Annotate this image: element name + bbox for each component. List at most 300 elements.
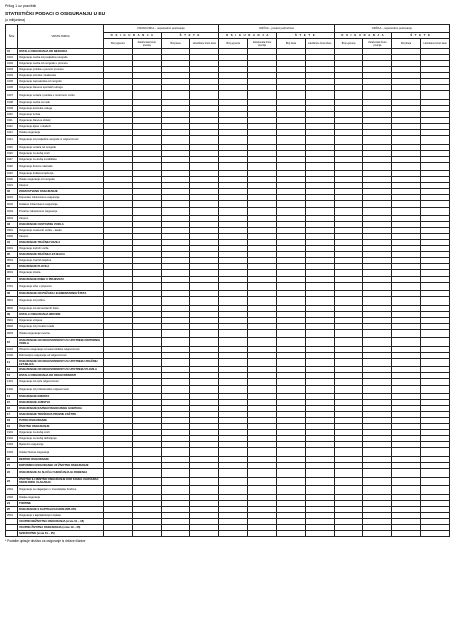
value-cell[interactable]: [248, 448, 277, 457]
row-label: OSIGURANJE TRAČNIH VOZILA: [18, 240, 104, 246]
table-row: [6, 329, 450, 338]
value-cell[interactable]: [132, 136, 161, 145]
value-cell[interactable]: [248, 91, 277, 100]
value-cell[interactable]: [305, 297, 334, 306]
value-cell[interactable]: [161, 358, 190, 367]
value-cell[interactable]: [219, 329, 248, 338]
value-cell[interactable]: [334, 530, 363, 536]
value-cell[interactable]: [305, 338, 334, 347]
row-code: 0102: [6, 61, 18, 67]
value-cell[interactable]: [334, 469, 363, 478]
row-label: Ukupno: [18, 234, 104, 240]
row-code: 1001: [6, 346, 18, 352]
value-cell[interactable]: [104, 91, 133, 100]
value-cell[interactable]: [421, 136, 450, 145]
row-code: 16: [6, 406, 18, 412]
value-cell[interactable]: [334, 329, 363, 338]
value-cell[interactable]: [276, 448, 305, 457]
value-cell[interactable]: [104, 297, 133, 306]
value-cell[interactable]: [219, 136, 248, 145]
value-cell[interactable]: [248, 385, 277, 394]
value-cell[interactable]: [132, 91, 161, 100]
table-row: [6, 469, 450, 478]
value-cell[interactable]: [219, 530, 248, 536]
value-cell[interactable]: [104, 329, 133, 338]
value-cell[interactable]: [363, 448, 392, 457]
value-cell[interactable]: [334, 91, 363, 100]
value-cell[interactable]: [132, 530, 161, 536]
value-cell[interactable]: [161, 136, 190, 145]
row-code: 0202: [6, 201, 18, 207]
value-cell[interactable]: [392, 530, 421, 536]
value-cell[interactable]: [276, 91, 305, 100]
value-cell[interactable]: [276, 486, 305, 495]
row-label: Osiguranje s kapitalizacijom isplate: [18, 512, 104, 518]
header-premium: Zaračunata bruto premija: [132, 39, 161, 49]
document-footnote: * Podatke upisuje društvo za osiguranje iz države članice: [5, 538, 86, 543]
value-cell[interactable]: [363, 162, 392, 171]
value-cell[interactable]: [161, 448, 190, 457]
value-cell[interactable]: [248, 477, 277, 486]
value-cell[interactable]: [104, 448, 133, 457]
row-code: 0103: [6, 67, 18, 73]
row-code: 09: [6, 311, 18, 317]
value-cell[interactable]: [421, 338, 450, 347]
row-label: Osiguranje osoba od posljedica nezgode: [18, 55, 104, 61]
value-cell[interactable]: [248, 207, 277, 216]
value-cell[interactable]: [334, 282, 363, 291]
value-cell[interactable]: [421, 162, 450, 171]
row-label: Osiguranje vozača i putnika u motornom vozilu: [18, 91, 104, 100]
row-code: 04: [6, 240, 18, 246]
row-label: Mješovito osiguranje: [18, 442, 104, 448]
row-label: Osiguranje od posljedica nezgode iz odgovornosti: [18, 136, 104, 145]
row-label: Osiguranje plovila: [18, 270, 104, 276]
value-cell[interactable]: [104, 282, 133, 291]
value-cell[interactable]: [363, 91, 392, 100]
header-claims: Š T E T E: [161, 33, 219, 39]
value-cell[interactable]: [334, 477, 363, 486]
value-cell[interactable]: [392, 486, 421, 495]
row-label: TONTINE: [18, 500, 104, 506]
row-code: 1902: [6, 436, 18, 442]
value-cell[interactable]: [305, 282, 334, 291]
value-cell[interactable]: [392, 448, 421, 457]
row-label: Osiguranje zračnih letjelica: [18, 258, 104, 264]
row-label: Osiguranje sa ulaganjem u investicijske fondove: [18, 486, 104, 495]
row-code: 0114: [6, 136, 18, 145]
row-label: Osiguranje za slučaj doživljenja: [18, 436, 104, 442]
row-label: Osiguranje turista: [18, 111, 104, 117]
value-cell[interactable]: [248, 486, 277, 495]
value-cell[interactable]: [161, 162, 190, 171]
value-cell[interactable]: [219, 91, 248, 100]
value-cell[interactable]: [305, 329, 334, 338]
value-cell[interactable]: [219, 448, 248, 457]
table-row: [6, 358, 450, 367]
row-code: 1903: [6, 442, 18, 448]
value-cell[interactable]: [392, 477, 421, 486]
header-premium: Zaračunata bruto premija: [248, 39, 277, 49]
document-unit: (u milijunima): [5, 17, 26, 22]
header-insurance: O S I G U R A N J A: [334, 33, 392, 39]
value-cell[interactable]: [219, 358, 248, 367]
row-code: 02: [6, 189, 18, 195]
row-label: ŽIVOTNO ILI RENTNO OSIGURANJE KOD KOJEG UGOVARAČ SNOSI RIZIK ULAGANJA: [18, 477, 104, 486]
value-cell[interactable]: [392, 282, 421, 291]
value-cell[interactable]: [276, 358, 305, 367]
row-code: 0117: [6, 156, 18, 162]
value-cell[interactable]: [276, 136, 305, 145]
value-cell[interactable]: [132, 297, 161, 306]
value-cell[interactable]: [305, 91, 334, 100]
value-cell[interactable]: [363, 530, 392, 536]
value-cell[interactable]: [421, 448, 450, 457]
value-cell[interactable]: [276, 530, 305, 536]
value-cell[interactable]: [392, 297, 421, 306]
value-cell[interactable]: [104, 486, 133, 495]
row-label: OSIGURANJE CESTOVNIH VOZILA: [18, 222, 104, 228]
row-label: Osiguranje osoba od nezgode u prometu: [18, 61, 104, 67]
row-code: 25: [6, 506, 18, 512]
row-code: 0204: [6, 216, 18, 222]
value-cell[interactable]: [190, 136, 219, 145]
value-cell[interactable]: [305, 448, 334, 457]
value-cell[interactable]: [305, 358, 334, 367]
value-cell[interactable]: [248, 338, 277, 347]
value-cell[interactable]: [104, 477, 133, 486]
row-code: 1904: [6, 448, 18, 457]
row-code: 2302: [6, 494, 18, 500]
value-cell[interactable]: [104, 207, 133, 216]
value-cell[interactable]: [161, 282, 190, 291]
value-cell[interactable]: [190, 297, 219, 306]
value-cell[interactable]: [161, 91, 190, 100]
value-cell[interactable]: [190, 338, 219, 347]
row-code: 0115: [6, 144, 18, 150]
table-row: [6, 448, 450, 457]
row-label: OSIGURANJE OD ODGOVORNOSTI ZA UPOTREBU ZRAČNIH LETJELICA: [18, 358, 104, 367]
header-claims-paid: Likvidirane bruto štete: [305, 39, 334, 49]
value-cell[interactable]: [363, 338, 392, 347]
row-label: Privatno zdravstveno osiguranje: [18, 207, 104, 216]
value-cell[interactable]: [248, 136, 277, 145]
value-cell[interactable]: [219, 477, 248, 486]
value-cell[interactable]: [392, 329, 421, 338]
row-label: OSIGURANJE JAMSTVA: [18, 400, 104, 406]
row-code: 0106: [6, 85, 18, 91]
row-label: OSIGURANJE OD POŽARA I ELEMENTARNIH ŠTETA: [18, 291, 104, 297]
row-code: 0120: [6, 177, 18, 183]
row-label: Osiguranje za slučaj invaliditeta: [18, 156, 104, 162]
row-label: Dopunsko zdravstveno osiguranje: [18, 195, 104, 201]
value-cell[interactable]: [276, 477, 305, 486]
value-cell[interactable]: [161, 338, 190, 347]
row-label: Osiguranje osoba na radu: [18, 99, 104, 105]
row-code: 08: [6, 291, 18, 297]
row-label: Dodatno zdravstveno osiguranje: [18, 201, 104, 207]
value-cell[interactable]: [161, 385, 190, 394]
value-cell[interactable]: [363, 469, 392, 478]
value-cell[interactable]: [305, 136, 334, 145]
value-cell[interactable]: [305, 162, 334, 171]
value-cell[interactable]: [219, 282, 248, 291]
row-code: 0109: [6, 105, 18, 111]
row-label: Ostala osiguranja imovine: [18, 329, 104, 338]
row-label: Osiguranje od elementarnih šteta: [18, 305, 104, 311]
row-code: 20: [6, 456, 18, 462]
row-label: Osiguranje troškova liječenja: [18, 171, 104, 177]
row-label: Osiguranje za slučaj smrti: [18, 430, 104, 436]
value-cell[interactable]: [161, 297, 190, 306]
header-insurance: O S I G U R A N J A: [104, 33, 162, 39]
value-cell[interactable]: [190, 477, 219, 486]
value-cell[interactable]: [219, 162, 248, 171]
value-cell[interactable]: [392, 358, 421, 367]
value-cell[interactable]: [392, 385, 421, 394]
row-label: Ostala osiguranja: [18, 494, 104, 500]
value-cell[interactable]: [421, 329, 450, 338]
table-row: [6, 136, 450, 145]
row-code: 03: [6, 222, 18, 228]
value-cell[interactable]: [190, 530, 219, 536]
value-cell[interactable]: [363, 207, 392, 216]
value-cell[interactable]: [421, 530, 450, 536]
value-cell[interactable]: [421, 207, 450, 216]
row-label: UKUPNO NEŽIVOTNA OSIGURANJA (vrste 01 – 18): [18, 518, 104, 524]
row-label: OSIGURANJE OD ODGOVORNOSTI ZA UPOTREBU PLOVILA: [18, 367, 104, 373]
value-cell[interactable]: [334, 297, 363, 306]
value-cell[interactable]: [161, 207, 190, 216]
value-cell[interactable]: [248, 162, 277, 171]
value-cell[interactable]: [248, 469, 277, 478]
row-label: Obvezno osiguranje od automobilske odgovornosti: [18, 346, 104, 352]
row-label: Ostalo osiguranje od nezgode: [18, 177, 104, 183]
row-label: Ostala životna osiguranja: [18, 448, 104, 457]
value-cell[interactable]: [132, 385, 161, 394]
value-cell[interactable]: [248, 530, 277, 536]
row-code: 01: [6, 49, 18, 55]
row-code: 1301: [6, 379, 18, 385]
value-cell[interactable]: [190, 162, 219, 171]
value-cell[interactable]: [132, 486, 161, 495]
row-code: 07: [6, 276, 18, 282]
value-cell[interactable]: [190, 385, 219, 394]
value-cell[interactable]: [219, 297, 248, 306]
header-claims: Š T E T E: [392, 33, 450, 39]
value-cell[interactable]: [248, 297, 277, 306]
value-cell[interactable]: [421, 486, 450, 495]
value-cell[interactable]: [392, 338, 421, 347]
row-label: DOPUNSKO OSIGURANJE UZ ŽIVOTNO OSIGURANJE: [18, 462, 104, 468]
value-cell[interactable]: [132, 477, 161, 486]
header-contracts: Broj ugovora: [104, 39, 133, 49]
row-code: 11: [6, 358, 18, 367]
value-cell[interactable]: [190, 282, 219, 291]
row-label: Osiguranje učenika i studenata: [18, 73, 104, 79]
row-code: 0802: [6, 305, 18, 311]
row-code: 13: [6, 373, 18, 379]
value-cell[interactable]: [305, 486, 334, 495]
value-cell[interactable]: [248, 358, 277, 367]
row-code: 0107: [6, 91, 18, 100]
row-code: 0801: [6, 297, 18, 306]
row-code: 1901: [6, 430, 18, 436]
row-code: 0701: [6, 282, 18, 291]
row-label: Osiguranje cestovnih vozila – kasko: [18, 228, 104, 234]
value-cell[interactable]: [190, 329, 219, 338]
value-cell[interactable]: [276, 338, 305, 347]
value-cell[interactable]: [334, 385, 363, 394]
value-cell[interactable]: [276, 297, 305, 306]
value-cell[interactable]: [334, 358, 363, 367]
row-code: 0113: [6, 130, 18, 136]
row-code: 0119: [6, 171, 18, 177]
value-cell[interactable]: [305, 477, 334, 486]
value-cell[interactable]: [392, 91, 421, 100]
value-cell[interactable]: [334, 136, 363, 145]
value-cell[interactable]: [305, 469, 334, 478]
row-label: Osiguranje od provalne krađe: [18, 323, 104, 329]
value-cell[interactable]: [421, 477, 450, 486]
value-cell[interactable]: [276, 282, 305, 291]
value-cell[interactable]: [276, 162, 305, 171]
value-cell[interactable]: [190, 448, 219, 457]
value-cell[interactable]: [276, 207, 305, 216]
row-label: Osiguranje korisnika usluga: [18, 105, 104, 111]
row-code: 1002: [6, 352, 18, 358]
document-title: STATISTIČKI PODACI O OSIGURANJU U EU: [5, 11, 106, 17]
value-cell[interactable]: [334, 448, 363, 457]
row-label: Osiguranje robe u prijevozu: [18, 282, 104, 291]
value-cell[interactable]: [104, 530, 133, 536]
value-cell[interactable]: [248, 282, 277, 291]
value-cell[interactable]: [421, 282, 450, 291]
value-cell[interactable]: [392, 207, 421, 216]
row-code: 10: [6, 338, 18, 347]
row-label: Osiguranje djece i mladeži: [18, 124, 104, 130]
value-cell[interactable]: [363, 477, 392, 486]
value-cell[interactable]: [219, 486, 248, 495]
value-cell[interactable]: [305, 207, 334, 216]
value-cell[interactable]: [161, 477, 190, 486]
value-cell[interactable]: [161, 486, 190, 495]
row-label: Dobrovoljno osiguranje od odgovornosti: [18, 352, 104, 358]
header-claims-paid: Likvidirane bruto štete: [421, 39, 450, 49]
value-cell[interactable]: [363, 297, 392, 306]
row-code: 12: [6, 367, 18, 373]
value-cell[interactable]: [392, 136, 421, 145]
value-cell[interactable]: [334, 162, 363, 171]
value-cell[interactable]: [219, 207, 248, 216]
value-cell[interactable]: [104, 136, 133, 145]
value-cell[interactable]: [392, 469, 421, 478]
value-cell[interactable]: [305, 385, 334, 394]
value-cell[interactable]: [421, 358, 450, 367]
value-cell[interactable]: [334, 486, 363, 495]
value-cell[interactable]: [219, 385, 248, 394]
value-cell[interactable]: [276, 329, 305, 338]
value-cell[interactable]: [132, 448, 161, 457]
value-cell[interactable]: [334, 207, 363, 216]
value-cell[interactable]: [392, 162, 421, 171]
value-cell[interactable]: [161, 329, 190, 338]
value-cell[interactable]: [305, 530, 334, 536]
value-cell[interactable]: [363, 282, 392, 291]
value-cell[interactable]: [190, 91, 219, 100]
header-claim-count: Broj šteta: [392, 39, 421, 49]
row-label: Osiguranje dnevne naknade: [18, 162, 104, 171]
row-code: 0105: [6, 79, 18, 85]
value-cell[interactable]: [104, 338, 133, 347]
value-cell[interactable]: [190, 207, 219, 216]
value-cell[interactable]: [276, 385, 305, 394]
value-cell[interactable]: [132, 358, 161, 367]
value-cell[interactable]: [104, 358, 133, 367]
row-code: 2301: [6, 486, 18, 495]
row-code: 19: [6, 424, 18, 430]
row-label: Ukupno: [18, 216, 104, 222]
value-cell[interactable]: [363, 136, 392, 145]
value-cell[interactable]: [190, 486, 219, 495]
value-cell[interactable]: [421, 469, 450, 478]
value-cell[interactable]: [219, 469, 248, 478]
value-cell[interactable]: [132, 469, 161, 478]
value-cell[interactable]: [161, 530, 190, 536]
row-code: 1302: [6, 385, 18, 394]
value-cell[interactable]: [132, 329, 161, 338]
value-cell[interactable]: [276, 469, 305, 478]
value-cell[interactable]: [363, 385, 392, 394]
value-cell[interactable]: [219, 338, 248, 347]
value-cell[interactable]: [104, 385, 133, 394]
row-code: 0601: [6, 270, 18, 276]
value-cell[interactable]: [363, 358, 392, 367]
value-cell[interactable]: [132, 207, 161, 216]
value-cell[interactable]: [104, 162, 133, 171]
header-claim-count: Broj šteta: [276, 39, 305, 49]
row-code: 0401: [6, 246, 18, 252]
row-label: Ostala osiguranja: [18, 130, 104, 136]
value-cell[interactable]: [161, 469, 190, 478]
row-label: Osiguranje za slučaj smrti: [18, 150, 104, 156]
value-cell[interactable]: [104, 469, 133, 478]
statistics-table: [5, 24, 450, 537]
value-cell[interactable]: [421, 91, 450, 100]
value-cell[interactable]: [190, 358, 219, 367]
header-group-2: GRČKA – poslovi podružnica: [219, 25, 334, 33]
value-cell[interactable]: [363, 486, 392, 495]
header-contracts: Broj ugovora: [219, 39, 248, 49]
row-code: 0903: [6, 329, 18, 338]
value-cell[interactable]: [421, 297, 450, 306]
value-cell[interactable]: [132, 338, 161, 347]
value-cell[interactable]: [132, 282, 161, 291]
document-reference: Prilog 1 uz pravilnik: [5, 4, 37, 8]
value-cell[interactable]: [132, 162, 161, 171]
row-code: [6, 530, 18, 536]
row-label: PUTNO OSIGURANJE: [18, 418, 104, 424]
row-code: 0116: [6, 150, 18, 156]
value-cell[interactable]: [421, 385, 450, 394]
table-row: [6, 385, 450, 394]
value-cell[interactable]: [363, 329, 392, 338]
header-group-1: FRANCUSKA – neposredno poslovanje: [104, 25, 219, 33]
header-insurance: O S I G U R A N J A: [219, 33, 277, 39]
value-cell[interactable]: [334, 338, 363, 347]
value-cell[interactable]: [248, 329, 277, 338]
value-cell[interactable]: [190, 469, 219, 478]
